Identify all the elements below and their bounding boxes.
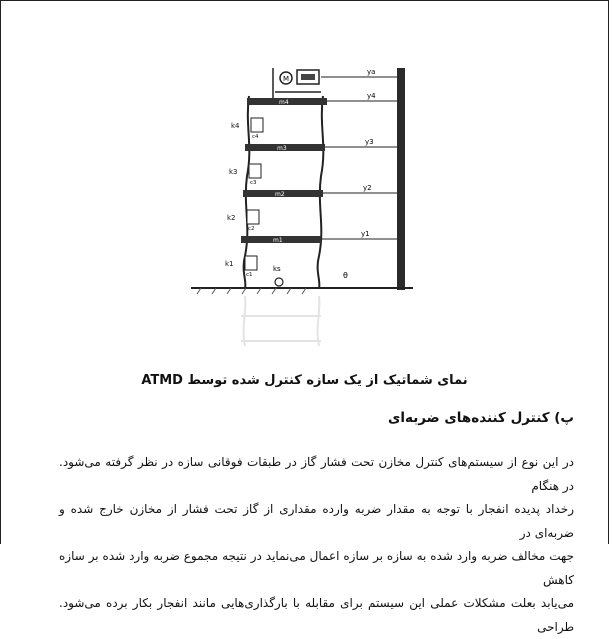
mass-label-1: m1 bbox=[273, 237, 283, 244]
damper-icon-2 bbox=[247, 210, 259, 224]
damper-label-4: c4 bbox=[252, 134, 259, 140]
motor-label: M bbox=[283, 75, 290, 83]
damper-icon-4 bbox=[251, 118, 263, 132]
damper-icon-1 bbox=[245, 256, 257, 270]
damper-label-1: c1 bbox=[246, 272, 253, 278]
disp-label-4: y4 bbox=[367, 92, 376, 100]
disp-label-1: y1 bbox=[361, 230, 370, 238]
atmd-schematic-svg bbox=[171, 56, 433, 366]
scan-reflection bbox=[241, 296, 321, 346]
reference-wall bbox=[397, 68, 405, 290]
disp-label-3: y3 bbox=[365, 138, 374, 146]
damper-mass-inner bbox=[301, 74, 315, 80]
stiffness-label-4: k4 bbox=[231, 122, 240, 130]
ground-stiffness-label: ks bbox=[273, 265, 281, 273]
paragraph-line-4: می‌یابد بعلت مشکلات عملی این سیستم برای مقابله با بارگذاری‌هایی مانند انفجار بکار برده می‌شود. طراحی bbox=[59, 596, 574, 634]
paragraph-line-1: در این نوع از سیستم‌های کنترل مخازن تحت فشار گاز در طبقات فوقانی سازه در نظر گرفته می‌شود. در هنگام bbox=[59, 455, 574, 493]
atmd-structure-figure bbox=[171, 56, 433, 366]
mass-label-3: m3 bbox=[277, 145, 287, 152]
paragraph-line-3: جهت مخالف ضربه وارد شده به سازه بر سازه اعمال می‌نماید در نتیجه مجموع ضربه وارد شده بر سازه کاهش bbox=[59, 549, 574, 587]
stiffness-label-1: k1 bbox=[225, 260, 234, 268]
damper-label-2: c2 bbox=[248, 226, 255, 232]
damper-label-3: c3 bbox=[250, 180, 257, 186]
body-paragraph bbox=[59, 451, 574, 639]
damper-icon-3 bbox=[249, 164, 261, 178]
section-heading: پ) کنترل کننده‌های ضربه‌ای bbox=[388, 410, 574, 426]
mass-label-4: m4 bbox=[279, 99, 289, 106]
figure-caption: نمای شماتیک از یک سازه کنترل شده توسط ATMD bbox=[141, 373, 468, 388]
theta-label: θ bbox=[343, 271, 348, 280]
paragraph-line-2: رخداد پدیده انفجار با توجه به مقدار ضربه وارده مقداری از گاز تحت فشار از مخازن خارج شده و ضربه‌ای در bbox=[59, 502, 574, 540]
stiffness-label-2: k2 bbox=[227, 214, 236, 222]
base-spring-icon bbox=[275, 278, 283, 286]
disp-label-top: ya bbox=[367, 68, 376, 76]
mass-label-2: m2 bbox=[275, 191, 285, 198]
stiffness-label-3: k3 bbox=[229, 168, 238, 176]
disp-label-2: y2 bbox=[363, 184, 372, 192]
